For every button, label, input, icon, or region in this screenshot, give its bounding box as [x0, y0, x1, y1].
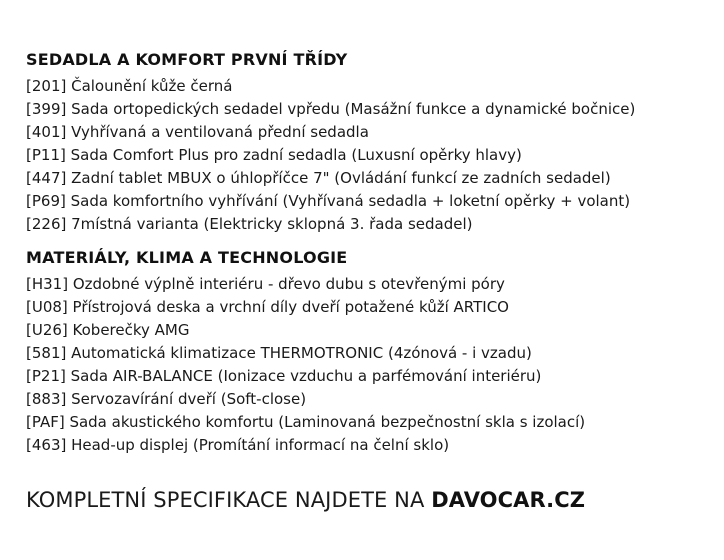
- list-item: [399] Sada ortopedických sedadel vpředu (Masážní funkce a dynamické bočnice): [26, 100, 636, 118]
- section-seats-comfort: [26, 50, 716, 236]
- section-materials-climate-tech: [26, 248, 716, 457]
- list-item: [226] 7místná varianta (Elektricky sklopná 3. řada sedadel): [26, 215, 473, 233]
- list-item: [883] Servozavírání dveří (Soft-close): [26, 390, 307, 408]
- footer-brand-link[interactable]: DAVOCAR.CZ: [431, 488, 586, 512]
- list-item: [P21] Sada AIR-BALANCE (Ionizace vzduchu a parfémování interiéru): [26, 367, 542, 385]
- section-heading: SEDADLA A KOMFORT PRVNÍ TŘÍDY: [26, 50, 348, 69]
- list-item: [581] Automatická klimatizace THERMOTRONIC (4zónová - i vzadu): [26, 344, 532, 362]
- list-item: [201] Čalounění kůže černá: [26, 77, 233, 95]
- list-item: [P69] Sada komfortního vyhřívání (Vyhřívaná sedadla + loketní opěrky + volant): [26, 192, 631, 210]
- list-item: [H31] Ozdobné výplně interiéru - dřevo dubu s otevřenými póry: [26, 275, 505, 293]
- list-item: [U08] Přístrojová deska a vrchní díly dveří potažené kůží ARTICO: [26, 298, 509, 316]
- footer-cta: [26, 488, 716, 512]
- list-item: [447] Zadní tablet MBUX o úhlopříčce 7" (Ovládání funkcí ze zadních sedadel): [26, 169, 611, 187]
- list-item: [PAF] Sada akustického komfortu (Laminovaná bezpečnostní skla s izolací): [26, 413, 586, 431]
- list-item: [463] Head-up displej (Promítání informací na čelní sklo): [26, 436, 450, 454]
- list-item: [U26] Koberečky AMG: [26, 321, 190, 339]
- list-item: [P11] Sada Comfort Plus pro zadní sedadla (Luxusní opěrky hlavy): [26, 146, 522, 164]
- footer-text: KOMPLETNÍ SPECIFIKACE NAJDETE NA: [26, 488, 432, 512]
- section-heading: MATERIÁLY, KLIMA A TECHNOLOGIE: [26, 248, 348, 267]
- list-item: [401] Vyhřívaná a ventilovaná přední sedadla: [26, 123, 369, 141]
